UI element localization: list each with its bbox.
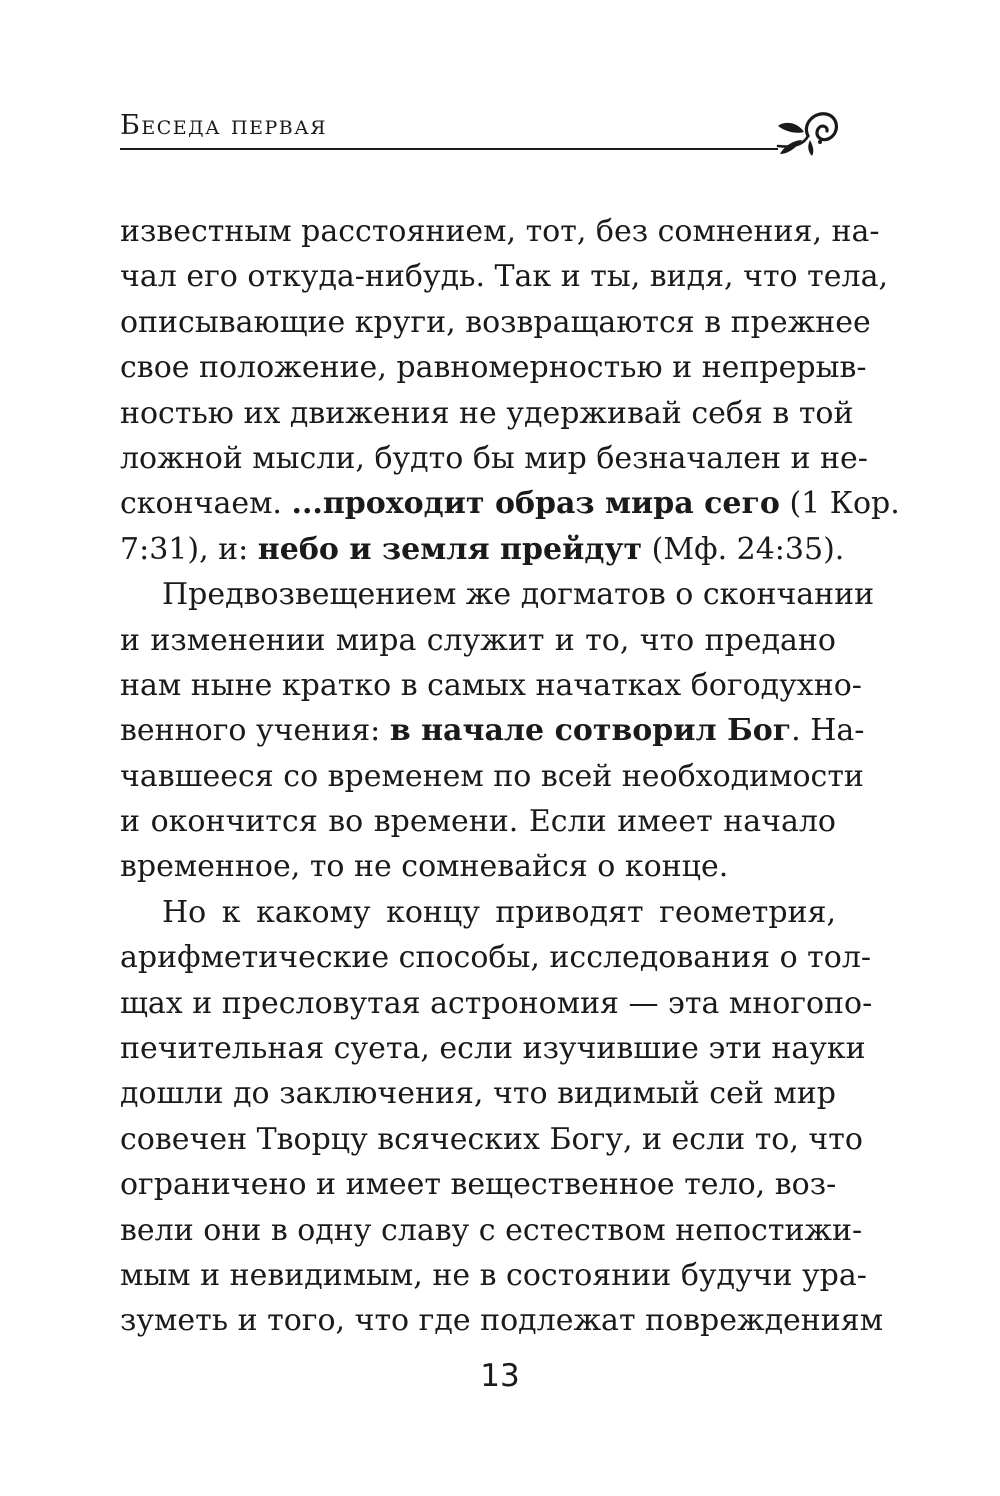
page-number: 13 xyxy=(480,1358,520,1394)
text-line: известным расстоянием, тот, без сомнения, на- xyxy=(120,214,880,249)
text-line: и окончится во времени. Если имеет начало xyxy=(120,804,836,840)
text-line: ограничено и имеет вещественное тело, воз- xyxy=(120,1167,837,1203)
text-line: нам ныне кратко в самых начатках богодухно- xyxy=(120,667,862,703)
header-rule xyxy=(120,148,778,150)
text-line: арифметические способы, исследования о тол- xyxy=(120,940,872,976)
text-line: описывающие круги, возвращаются в прежнее xyxy=(120,304,871,340)
swirl-leaf-ornament-icon xyxy=(762,102,842,162)
text-line: Предвозвещением же догматов о скончании xyxy=(162,577,875,613)
text-line: скончаем. ...проходит образ мира сего (1 Кор. xyxy=(120,486,900,522)
text-line: и изменении мира служит и то, что предано xyxy=(120,622,836,658)
text-line: чавшееся со временем по всей необходимости xyxy=(120,758,864,794)
running-header xyxy=(120,108,840,158)
paragraph-3 xyxy=(120,890,884,1344)
text-line: дошли до заключения, что видимый сей мир xyxy=(120,1076,836,1112)
paragraph-2 xyxy=(120,572,875,890)
text-line: печительная суета, если изучившие эти науки xyxy=(120,1031,866,1067)
scripture-quote: в начале сотворил Бог xyxy=(389,713,792,749)
text-line: мым и невидимым, не в состоянии будучи ура- xyxy=(120,1257,867,1293)
body-text xyxy=(120,209,900,1344)
text-line: 7:31), и: небо и земля прейдут (Мф. 24:35). xyxy=(120,531,845,567)
text-line: щах и пресловутая астрономия — эта многопо- xyxy=(120,985,873,1021)
running-header-title: Беседа первая xyxy=(120,110,327,141)
text-line: Но к какому концу приводят геометрия, xyxy=(162,894,836,930)
text-line: вели они в одну славу с естеством непостижи- xyxy=(120,1212,863,1248)
text-line: ностью их движения не удерживай себя в той xyxy=(120,395,854,431)
text-line: зуметь и того, что где подлежат повреждениям xyxy=(120,1303,884,1339)
text-line: ложной мысли, будто бы мир безначален и не- xyxy=(120,440,868,476)
text-line: венного учения: в начале сотворил Бог. На- xyxy=(120,713,865,749)
scripture-quote: небо и земля прейдут xyxy=(257,531,643,567)
text-line: чал его откуда-нибудь. Так и ты, видя, что тела, xyxy=(120,259,888,295)
text-line: свое положение, равномерностью и непрерыв- xyxy=(120,350,867,386)
text-line: временное, то не сомневайся о конце. xyxy=(120,849,729,885)
text-line: совечен Творцу всяческих Богу, и если то, что xyxy=(120,1121,863,1157)
paragraph-1 xyxy=(120,209,900,572)
scripture-quote: ...проходит образ мира сего xyxy=(291,486,780,522)
